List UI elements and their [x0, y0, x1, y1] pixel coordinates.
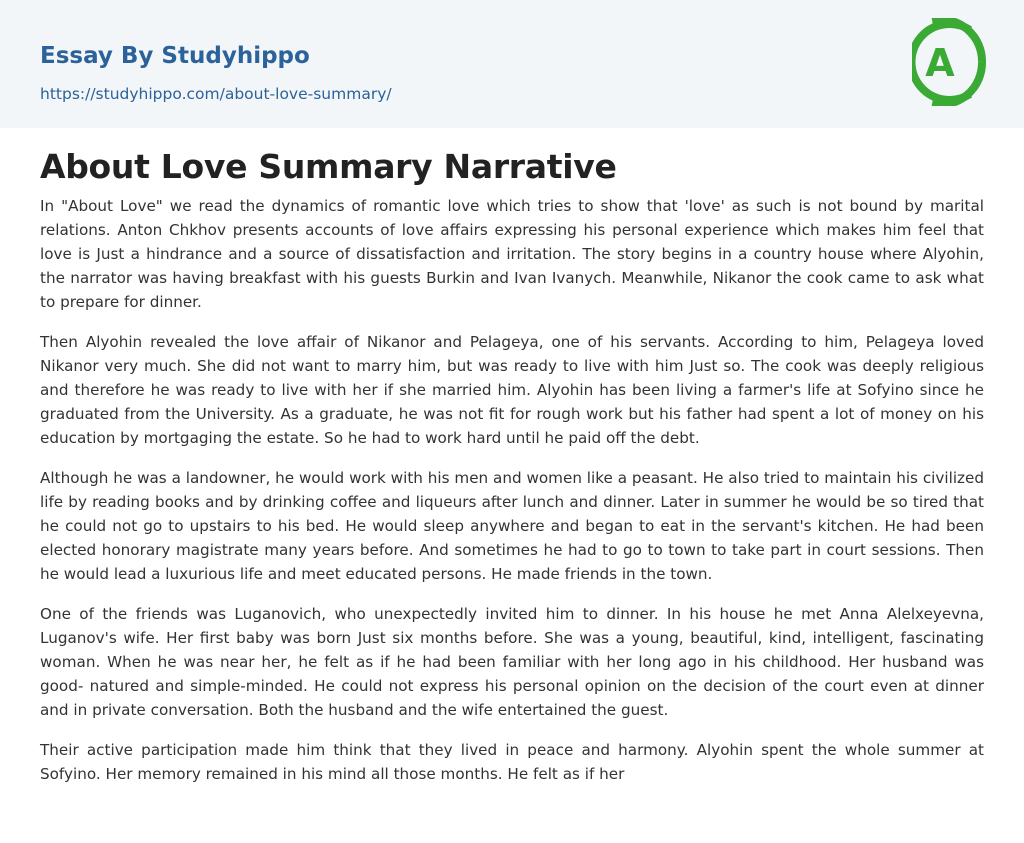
paragraph-2: Then Alyohin revealed the love affair of Nikanor and Pelageya, one of his servants. According to him, Pelageya loved Nikanor very much. She did not want to marry him, but was ready to live with him Just so. The cook was deeply religious and therefore he was ready to live with her if she married him. Alyohin has been living a farmer's life at Sofyino since he graduated from the University. As a graduate, he was not fit for rough work but his father had spent a lot of money on his education by mortgaging the estate. So he had to work hard until he paid off the debt.: [40, 333, 984, 447]
paragraph-4: One of the friends was Luganovich, who unexpectedly invited him to dinner. In his house he met Anna Alelxeyevna, Luganov's wife. Her first baby was born Just six months before. She was a young, beautiful, kind, intelligent, fascinating woman. When he was near her, he felt as if he had been familiar with her long ago in his childhood. Her husband was good- natured and simple-minded. He could not express his personal opinion on the decision of the court even at dinner and in private conversation. Both the husband and the wife entertained the guest.: [40, 605, 984, 719]
paragraph-3: Although he was a landowner, he would work with his men and women like a peasant. He also tried to maintain his civilized life by reading books and by drinking coffee and liqueurs after lunch and dinner. Later in summer he would be so tired that he could not go to upstairs to his bed. He would sleep anywhere and began to eat in the servant's kitchen. He had been elected honorary magistrate many years before. And sometimes he had to go to town to take part in court sessions. Then he would lead a luxurious life and meet educated persons. He made friends in the town.: [40, 469, 984, 583]
article-content: [40, 144, 984, 802]
logo-letter: A: [925, 41, 955, 85]
paragraph-5: Their active participation made him think that they lived in peace and harmony. Alyohin spent the whole summer at Sofyino. Her memory remained in his mind all those months. He felt as if her: [40, 741, 984, 783]
paragraph-1: In "About Love" we read the dynamics of romantic love which tries to show that 'love' as such is not bound by marital relations. Anton Chkhov presents accounts of love affairs expressing his personal experience which makes him feel that love is Just a hindrance and a source of dissatisfaction and irritation. The story begins in a country house where Alyohin, the narrator was having breakfast with his guests Burkin and Ivan Ivanych. Meanwhile, Nikanor the cook came to ask what to prepare for dinner.: [40, 197, 984, 311]
source-url-link[interactable]: https://studyhippo.com/about-love-summary/: [40, 85, 392, 103]
brand-title[interactable]: Essay By Studyhippo: [40, 43, 310, 69]
page-title: About Love Summary Narrative: [40, 147, 617, 186]
site-header: [0, 0, 1024, 128]
studyhippo-logo-icon[interactable]: [912, 18, 988, 106]
